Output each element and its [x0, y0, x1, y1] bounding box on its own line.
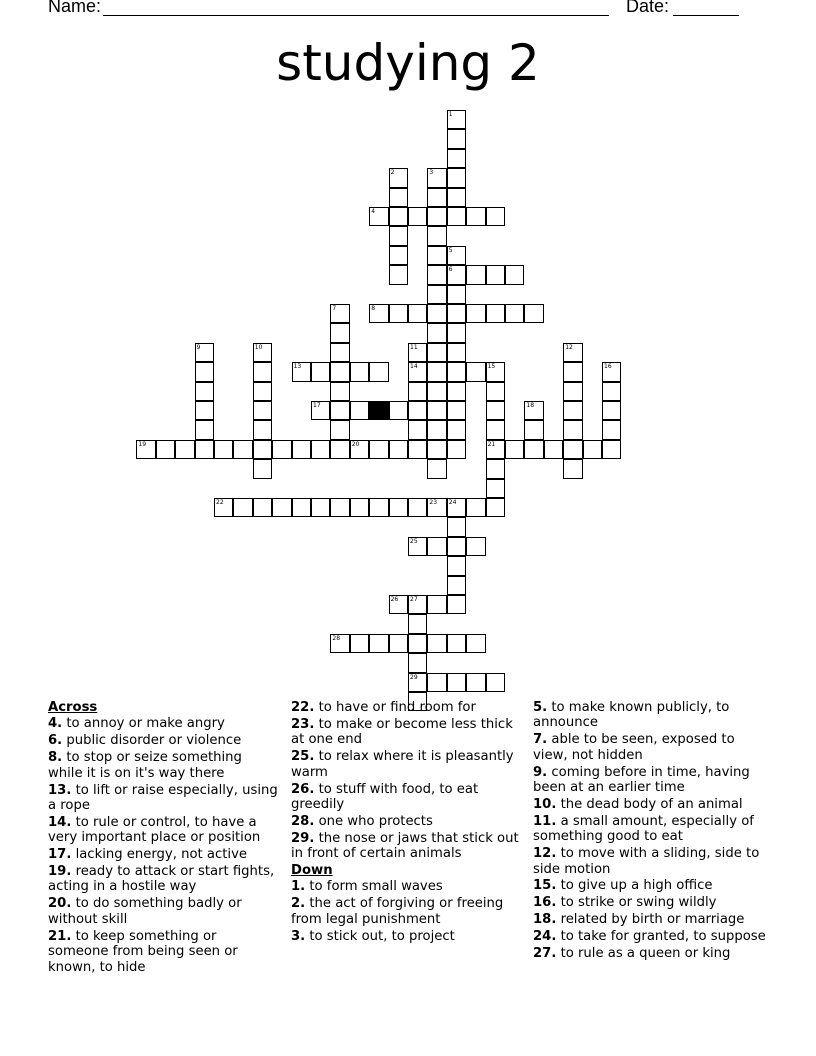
clue-text: to move with a sliding, side to side motion [533, 846, 760, 877]
clue-number: 20. [48, 896, 72, 912]
grid-cell[interactable] [195, 343, 214, 362]
across-clue [291, 814, 521, 829]
grid-cell[interactable] [389, 207, 408, 226]
clue-number: 13. [48, 782, 72, 798]
clue-text: to make known publicly, to announce [533, 700, 730, 731]
grid-cell[interactable] [389, 226, 408, 245]
grid-cell[interactable] [602, 362, 621, 381]
down-clue [533, 700, 769, 731]
cell-number: 14 [410, 363, 418, 371]
grid-cell[interactable] [292, 498, 311, 517]
cell-number: 5 [448, 246, 453, 254]
grid-cell[interactable] [389, 595, 408, 614]
grid-cell[interactable] [408, 420, 427, 439]
clue-number: 28. [291, 813, 315, 829]
grid-cell[interactable] [486, 673, 505, 692]
clue-number: 17. [48, 847, 72, 863]
grid-cell[interactable] [408, 595, 427, 614]
cell-number: 25 [410, 537, 418, 545]
clue-number: 3. [291, 928, 306, 944]
grid-cell[interactable] [350, 401, 369, 420]
clue-text: one who protects [314, 813, 433, 829]
cell-number: 11 [410, 343, 418, 351]
across-clue [48, 815, 280, 846]
grid-cell[interactable] [330, 343, 349, 362]
grid-cell[interactable] [408, 440, 427, 459]
cell-number: 28 [332, 634, 341, 642]
grid-cell[interactable] [369, 362, 388, 381]
clue-column-3 [533, 700, 769, 963]
grid-cell[interactable] [427, 285, 446, 304]
clue-column-1 [48, 700, 280, 976]
grid-cell[interactable] [466, 207, 485, 226]
grid-cell[interactable] [253, 401, 272, 420]
grid-cell[interactable] [486, 440, 505, 459]
across-clue [48, 847, 280, 862]
grid-cell[interactable] [330, 401, 349, 420]
grid-cell[interactable] [524, 440, 543, 459]
grid-cell[interactable] [427, 207, 446, 226]
grid-cell[interactable] [466, 304, 485, 323]
grid-cell[interactable] [427, 440, 446, 459]
down-clue [533, 912, 769, 927]
clue-number: 26. [291, 781, 315, 797]
grid-cell[interactable] [427, 304, 446, 323]
cell-number: 2 [390, 169, 395, 177]
cell-number: 21 [487, 440, 496, 448]
grid-cell[interactable] [292, 440, 311, 459]
grid-cell[interactable] [563, 401, 582, 420]
across-clue [48, 716, 280, 731]
cell-number: 13 [293, 363, 302, 371]
grid-cell[interactable] [427, 362, 446, 381]
grid-cell[interactable] [389, 498, 408, 517]
clue-text: to keep something or someone from being seen or known, to hide [48, 928, 238, 975]
grid-cell[interactable] [195, 420, 214, 439]
grid-cell[interactable] [602, 382, 621, 401]
grid-cell[interactable] [253, 498, 272, 517]
grid-cell[interactable] [486, 265, 505, 284]
grid-cell[interactable] [330, 420, 349, 439]
grid-cell[interactable] [408, 382, 427, 401]
grid-cell[interactable] [602, 440, 621, 459]
clue-number: 16. [533, 895, 557, 911]
clue-number: 15. [533, 878, 557, 894]
cell-number: 16 [604, 363, 612, 371]
grid-cell[interactable] [602, 401, 621, 420]
grid-cell[interactable] [350, 362, 369, 381]
down-clue [533, 814, 769, 845]
down-clue [533, 732, 769, 763]
grid-cell[interactable] [253, 362, 272, 381]
clue-text: lacking energy, not active [71, 847, 247, 863]
grid-cell[interactable] [447, 634, 466, 653]
clue-text: to stop or seize something while it is on it's way there [48, 750, 242, 781]
clue-text: to rule or control, to have a very important place or position [48, 814, 261, 846]
grid-cell[interactable] [214, 440, 233, 459]
down-clue [533, 797, 769, 812]
grid-cell[interactable] [486, 362, 505, 381]
across-clue [291, 717, 521, 748]
down-clue [291, 879, 521, 894]
down-clue [291, 929, 521, 944]
cell-number: 19 [138, 440, 147, 448]
grid-cell[interactable] [447, 343, 466, 362]
cell-number: 22 [216, 499, 224, 506]
grid-cell[interactable] [602, 420, 621, 439]
grid-cell[interactable] [350, 634, 369, 653]
clue-number: 8. [48, 750, 63, 766]
clue-number: 11. [533, 813, 557, 829]
clue-number: 25. [291, 749, 315, 765]
grid-cell[interactable] [447, 382, 466, 401]
across-heading: Across [48, 700, 98, 715]
clue-text: to have or find room for [314, 700, 476, 715]
clue-text: to annoy or make angry [62, 716, 225, 732]
grid-cell[interactable] [427, 265, 446, 284]
grid-cell[interactable] [253, 459, 272, 478]
grid-cell[interactable] [427, 382, 446, 401]
grid-cell[interactable] [253, 440, 272, 459]
clue-number: 22. [291, 700, 315, 715]
grid-cell[interactable] [369, 304, 388, 323]
grid-cell[interactable] [195, 382, 214, 401]
grid-cell[interactable] [466, 265, 485, 284]
clue-text: related by birth or marriage [556, 912, 745, 928]
grid-cell[interactable] [563, 420, 582, 439]
clue-number: 21. [48, 928, 72, 944]
grid-cell[interactable] [408, 673, 427, 692]
grid-cell[interactable] [466, 673, 485, 692]
grid-cell[interactable] [447, 188, 466, 207]
grid-cell[interactable] [447, 246, 466, 265]
across-clue [291, 749, 521, 780]
grid-cell[interactable] [447, 537, 466, 556]
grid-cell[interactable] [350, 498, 369, 517]
clue-text: the dead body of an animal [556, 796, 743, 812]
grid-cell[interactable] [466, 634, 485, 653]
cell-number: 7 [332, 305, 337, 312]
clue-number: 6. [48, 733, 63, 749]
grid-cell[interactable] [233, 440, 252, 459]
clue-number: 12. [533, 846, 557, 862]
grid-cell[interactable] [330, 323, 349, 342]
grid-cell[interactable] [447, 129, 466, 148]
grid-cell[interactable] [427, 343, 446, 362]
cell-number: 15 [487, 363, 496, 371]
across-clue [48, 896, 280, 927]
cell-number: 27 [410, 596, 418, 603]
grid-cell[interactable] [447, 207, 466, 226]
clue-text: to give up a high office [556, 878, 713, 894]
clue-text: to rule as a queen or king [556, 946, 731, 962]
clue-text: to lift or raise especially, using a rope [48, 782, 278, 813]
grid-cell[interactable] [408, 537, 427, 556]
grid-cell[interactable] [408, 304, 427, 323]
grid-cell[interactable] [447, 168, 466, 187]
grid-cell[interactable] [486, 459, 505, 478]
grid-cell[interactable] [369, 634, 388, 653]
down-clue [291, 896, 521, 927]
across-clue [291, 782, 521, 813]
grid-cell[interactable] [466, 498, 485, 517]
clue-number: 29. [291, 830, 315, 846]
grid-cell[interactable] [408, 498, 427, 517]
grid-cell[interactable] [447, 362, 466, 381]
grid-cell[interactable] [195, 401, 214, 420]
grid-cell[interactable] [175, 440, 194, 459]
grid-cell[interactable] [311, 498, 330, 517]
grid-cell[interactable] [272, 498, 291, 517]
grid-cell[interactable] [389, 265, 408, 284]
clue-text: the act of forgiving or freeing from legal punishment [291, 896, 504, 927]
grid-cell[interactable] [427, 323, 446, 342]
grid-cell[interactable] [563, 382, 582, 401]
cell-number: 4 [371, 208, 376, 215]
grid-cell[interactable] [486, 304, 505, 323]
clue-number: 5. [533, 700, 548, 715]
grid-cell[interactable] [408, 634, 427, 653]
cell-number: 6 [448, 266, 453, 274]
grid-cell[interactable] [427, 246, 446, 265]
clue-text: to make or become less thick at one end [291, 716, 513, 748]
grid-cell[interactable] [214, 498, 233, 517]
grid-cell[interactable] [427, 634, 446, 653]
grid-cell[interactable] [253, 420, 272, 439]
black-square [369, 401, 388, 420]
down-clue [533, 765, 769, 796]
grid-cell[interactable] [447, 595, 466, 614]
grid-cell[interactable] [427, 498, 446, 517]
grid-cell[interactable] [427, 673, 446, 692]
clue-text: to strike or swing wildly [556, 895, 717, 911]
clue-text: to do something badly or without skill [48, 896, 242, 927]
clue-number: 2. [291, 896, 306, 912]
grid-cell[interactable] [330, 498, 349, 517]
clue-text: a small amount, especially of something good to eat [533, 813, 754, 845]
grid-cell[interactable] [447, 323, 466, 342]
cell-number: 1 [448, 111, 453, 118]
grid-cell[interactable] [311, 401, 330, 420]
grid-cell[interactable] [447, 285, 466, 304]
clue-number: 27. [533, 946, 557, 962]
grid-cell[interactable] [156, 440, 175, 459]
grid-cell[interactable] [447, 517, 466, 536]
cell-number: 8 [371, 305, 376, 312]
grid-cell[interactable] [486, 401, 505, 420]
grid-cell[interactable] [408, 401, 427, 420]
puzzle-title: studying 2 [276, 34, 540, 92]
grid-cell[interactable] [563, 459, 582, 478]
cell-number: 23 [429, 499, 438, 506]
grid-cell[interactable] [253, 382, 272, 401]
down-heading: Down [291, 863, 333, 879]
clue-text: ready to attack or start fights, acting in a hostile way [48, 864, 275, 895]
grid-cell[interactable] [389, 188, 408, 207]
clue-column-2 [291, 700, 521, 946]
down-clue [533, 895, 769, 910]
grid-cell[interactable] [447, 401, 466, 420]
grid-cell[interactable] [447, 498, 466, 517]
across-clue [48, 733, 280, 748]
down-clue [533, 929, 769, 944]
cell-number: 29 [410, 673, 418, 681]
grid-cell[interactable] [427, 188, 446, 207]
clue-text: the nose or jaws that stick out in front of certain animals [291, 830, 519, 862]
grid-cell[interactable] [447, 304, 466, 323]
name-label: Name: [48, 0, 102, 16]
clue-number: 7. [533, 732, 548, 748]
grid-cell[interactable] [563, 440, 582, 459]
grid-cell[interactable] [408, 362, 427, 381]
grid-cell[interactable] [389, 634, 408, 653]
grid-cell[interactable] [369, 440, 388, 459]
grid-cell[interactable] [486, 420, 505, 439]
cell-number: 20 [351, 440, 360, 448]
grid-cell[interactable] [544, 440, 563, 459]
cell-number: 3 [429, 169, 434, 177]
grid-cell[interactable] [389, 168, 408, 187]
grid-cell[interactable] [408, 653, 427, 672]
across-clue [48, 864, 280, 895]
grid-cell[interactable] [447, 440, 466, 459]
clue-number: 18. [533, 912, 557, 928]
cell-number: 17 [313, 402, 321, 409]
grid-cell[interactable] [427, 537, 446, 556]
grid-cell[interactable] [330, 304, 349, 323]
clue-number: 4. [48, 716, 63, 732]
clue-text: to take for granted, to suppose [556, 929, 766, 945]
grid-cell[interactable] [369, 498, 388, 517]
across-clue [291, 831, 521, 862]
cell-number: 9 [196, 343, 201, 351]
date-label: Date: [626, 0, 670, 16]
cell-number: 24 [448, 499, 457, 506]
clue-text: to relax where it is pleasantly warm [291, 749, 514, 780]
grid-cell[interactable] [486, 207, 505, 226]
clue-number: 19. [48, 864, 72, 880]
across-clue [48, 750, 280, 781]
clue-text: coming before in time, having been at an earlier time [533, 764, 750, 796]
grid-cell[interactable] [233, 498, 252, 517]
grid-cell[interactable] [369, 207, 388, 226]
down-clue [533, 878, 769, 893]
down-clue [533, 846, 769, 877]
grid-cell[interactable] [447, 149, 466, 168]
grid-cell[interactable] [466, 362, 485, 381]
down-clue [533, 946, 769, 961]
grid-cell[interactable] [466, 537, 485, 556]
grid-cell[interactable] [408, 614, 427, 633]
grid-cell[interactable] [505, 304, 524, 323]
grid-cell[interactable] [447, 420, 466, 439]
clue-text: to form small waves [305, 879, 443, 895]
grid-cell[interactable] [195, 362, 214, 381]
grid-cell[interactable] [389, 401, 408, 420]
grid-cell[interactable] [427, 459, 446, 478]
grid-cell[interactable] [311, 440, 330, 459]
grid-cell[interactable] [330, 440, 349, 459]
clue-text: able to be seen, exposed to view, not hidden [533, 732, 735, 763]
grid-cell[interactable] [427, 226, 446, 245]
grid-cell[interactable] [447, 576, 466, 595]
grid-cell[interactable] [330, 362, 349, 381]
grid-cell[interactable] [505, 440, 524, 459]
grid-cell[interactable] [350, 440, 369, 459]
grid-cell[interactable] [427, 401, 446, 420]
clue-number: 23. [291, 716, 315, 732]
cell-number: 12 [565, 343, 573, 351]
grid-cell[interactable] [486, 382, 505, 401]
grid-cell[interactable] [136, 440, 155, 459]
clue-number: 10. [533, 796, 557, 812]
grid-cell[interactable] [330, 634, 349, 653]
cell-number: 10 [254, 343, 263, 351]
clue-text: public disorder or violence [62, 733, 242, 749]
grid-cell[interactable] [524, 304, 543, 323]
grid-cell[interactable] [389, 304, 408, 323]
grid-cell[interactable] [447, 673, 466, 692]
cell-number: 18 [526, 402, 535, 409]
grid-cell[interactable] [563, 362, 582, 381]
clue-number: 24. [533, 929, 557, 945]
across-clue [291, 700, 521, 715]
grid-cell[interactable] [486, 498, 505, 517]
grid-cell[interactable] [524, 401, 543, 420]
grid-cell[interactable] [447, 110, 466, 129]
grid-cell[interactable] [427, 168, 446, 187]
grid-cell[interactable] [447, 556, 466, 575]
grid-cell[interactable] [408, 343, 427, 362]
grid-cell[interactable] [583, 440, 602, 459]
cell-number: 26 [390, 596, 399, 603]
grid-cell[interactable] [253, 343, 272, 362]
grid-cell[interactable] [505, 265, 524, 284]
grid-cell[interactable] [563, 343, 582, 362]
grid-cell[interactable] [486, 479, 505, 498]
grid-cell[interactable] [427, 420, 446, 439]
grid-cell[interactable] [292, 362, 311, 381]
grid-cell[interactable] [389, 440, 408, 459]
grid-cell[interactable] [427, 595, 446, 614]
grid-cell[interactable] [330, 382, 349, 401]
clue-text: to stuff with food, to eat greedily [291, 781, 479, 812]
across-clue [48, 783, 280, 814]
clue-number: 14. [48, 814, 72, 830]
grid-cell[interactable] [389, 246, 408, 265]
grid-cell[interactable] [447, 265, 466, 284]
grid-cell[interactable] [524, 420, 543, 439]
clue-text: to stick out, to project [305, 928, 455, 944]
clue-number: 9. [533, 764, 548, 780]
grid-cell[interactable] [408, 207, 427, 226]
clue-number: 1. [291, 879, 306, 895]
grid-cell[interactable] [311, 362, 330, 381]
across-clue [48, 929, 280, 975]
grid-cell[interactable] [195, 440, 214, 459]
grid-cell[interactable] [272, 440, 291, 459]
